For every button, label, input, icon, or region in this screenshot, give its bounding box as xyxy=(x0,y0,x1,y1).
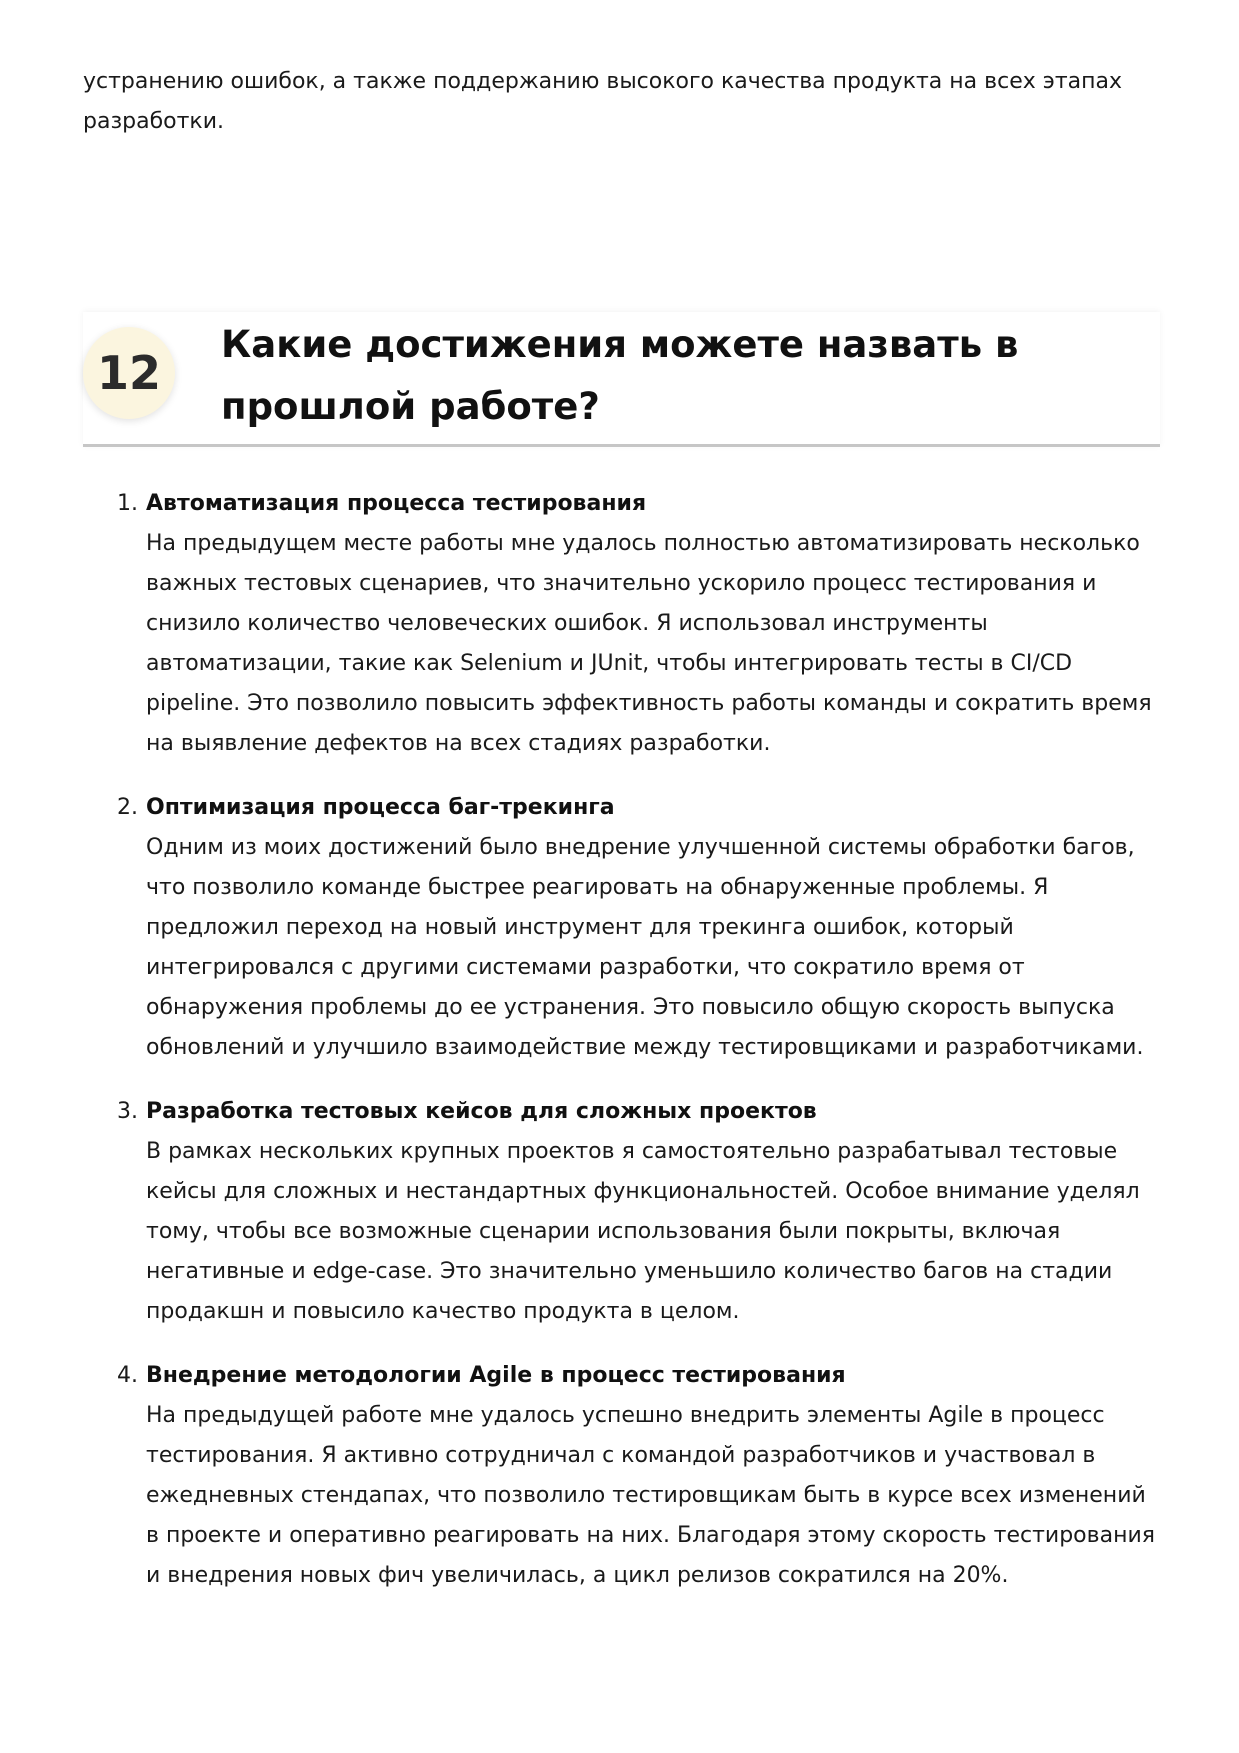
answer-item-1 xyxy=(83,484,1163,764)
question-header xyxy=(83,312,1160,447)
answer-title: Разработка тестовых кейсов для сложных проектов xyxy=(146,1099,817,1124)
answers-list xyxy=(83,484,1163,1620)
answer-item-2 xyxy=(83,788,1163,1068)
answer-number: 4. xyxy=(117,1363,138,1388)
answer-item-4 xyxy=(83,1356,1163,1596)
answer-number: 3. xyxy=(117,1099,138,1124)
answer-title: Внедрение методологии Agile в процесс тестирования xyxy=(146,1363,846,1388)
answer-text: В рамках нескольких крупных проектов я самостоятельно разрабатывал тестовые кейсы для сложных и нестандартных функциональностей. Особое внимание уделял тому, чтобы все возможные сценарии использования были покрыты, включая негативные и edge-case. Это значительно уменьшило количество багов на стадии продакшн и повысило качество продукта в целом. xyxy=(146,1139,1140,1324)
answer-title: Оптимизация процесса баг-трекинга xyxy=(146,795,615,820)
answer-item-3 xyxy=(83,1092,1163,1332)
question-title: Какие достижения можете назвать в прошлой работе? xyxy=(221,323,1019,428)
answer-text: На предыдущем месте работы мне удалось полностью автоматизировать несколько важных тестовых сценариев, что значительно ускорило процесс тестирования и снизило количество человеческих ошибок. Я использовал инструменты автоматизации, такие как Selenium и JUnit, чтобы интегрировать тесты в CI/CD pipeline. Это позволило повысить эффективность работы команды и сократить время на выявление дефектов на всех стадиях разработки. xyxy=(146,531,1152,756)
answer-number: 2. xyxy=(117,795,138,820)
answer-text: Одним из моих достижений было внедрение улучшенной системы обработки багов, что позволило команде быстрее реагировать на обнаруженные проблемы. Я предложил переход на новый инструмент для трекинга ошибок, который интегрировался с другими системами разработки, что сократило время от обнаружения проблемы до ее устранения. Это повысило общую скорость выпуска обновлений и улучшило взаимодействие между тестировщиками и разработчиками. xyxy=(146,835,1144,1060)
question-number-badge: 12 xyxy=(83,327,175,419)
answer-text: На предыдущей работе мне удалось успешно внедрить элементы Agile в процесс тестирования. Я активно сотрудничал с командой разработчиков и участвовал в ежедневных стендапах, что позволило тестировщикам быть в курсе всех изменений в проекте и оперативно реагировать на них. Благодаря этому скорость тестирования и внедрения новых фич увеличилась, а цикл релизов сократился на 20%. xyxy=(146,1403,1155,1588)
answer-title: Автоматизация процесса тестирования xyxy=(146,491,647,516)
answer-number: 1. xyxy=(117,491,138,516)
intro-paragraph: устранению ошибок, а также поддержанию высокого качества продукта на всех этапах разработки. xyxy=(83,69,1122,134)
